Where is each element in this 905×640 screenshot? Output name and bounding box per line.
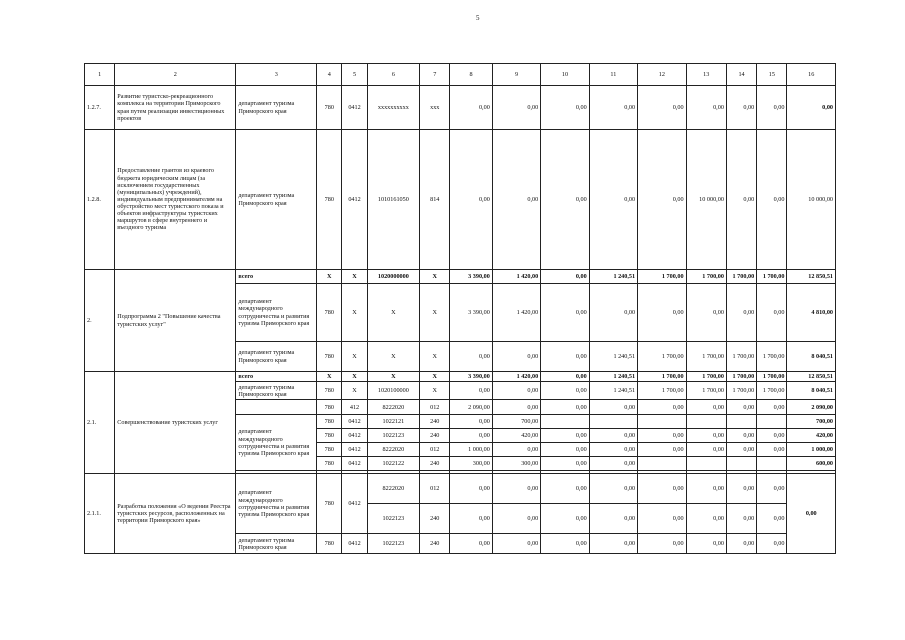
table-cell: X: [342, 372, 367, 382]
value-cell: 0,00: [450, 474, 492, 504]
value-cell: 0,00: [450, 429, 492, 443]
table-cell: 0412: [342, 534, 367, 554]
value-cell: 0,00: [589, 86, 637, 130]
table-cell: X: [367, 342, 419, 372]
value-cell: 0,00: [589, 457, 637, 471]
table-cell: 780: [317, 130, 342, 270]
value-cell: 300,00: [492, 457, 540, 471]
value-cell: 0,00: [450, 382, 492, 400]
value-cell: 0,00: [492, 382, 540, 400]
table-cell: 240: [420, 415, 450, 429]
value-cell: 3 390,00: [450, 284, 492, 342]
value-cell: 0,00: [450, 504, 492, 534]
value-cell: [686, 457, 726, 471]
page-number: 5: [476, 14, 480, 22]
value-cell: 420,00: [492, 429, 540, 443]
value-cell: 0,00: [686, 429, 726, 443]
value-cell: 0,00: [757, 474, 787, 504]
row-number: 2.1.: [85, 372, 115, 474]
column-header: 9: [492, 64, 540, 86]
row-name: Предоставление грантов из краевого бюджета юридическим лицам (за исключением государственных (муниципальных) учреждений), индивидуальным предпринимателям на обустройство мест туристского показа и объектов инфраструктуры туристских маршрутов в сфере внутреннего и въездного туризма: [115, 130, 236, 270]
value-cell: 0,00: [589, 534, 637, 554]
value-cell: 0,00: [686, 86, 726, 130]
row-name: Подпрограмма 2 "Повышение качества туристских услуг": [115, 270, 236, 372]
row-org: департамент туризма Приморского края: [236, 86, 317, 130]
row-name: Развитие туристско-рекреационного комплекса на территории Приморского края путем реализации инвестиционных проектов: [115, 86, 236, 130]
row-number: 2.1.1.: [85, 474, 115, 554]
table-cell: 8222020: [367, 400, 419, 415]
row-number: 2.: [85, 270, 115, 372]
column-header: 4: [317, 64, 342, 86]
value-cell: 600,00: [787, 457, 836, 471]
table-cell: 780: [317, 443, 342, 457]
value-cell: 1 420,00: [492, 284, 540, 342]
value-cell: [686, 415, 726, 429]
table-cell: X: [420, 382, 450, 400]
value-cell: 0,00: [492, 342, 540, 372]
value-cell: 0,00: [726, 443, 756, 457]
value-cell: 1 700,00: [726, 372, 756, 382]
table-cell: X: [317, 270, 342, 284]
value-cell: [757, 457, 787, 471]
table-cell: 780: [317, 534, 342, 554]
table-cell: 780: [317, 382, 342, 400]
table-cell: X: [420, 372, 450, 382]
value-cell: 0,00: [638, 284, 686, 342]
table-cell: X: [342, 342, 367, 372]
table-cell: 012: [420, 400, 450, 415]
value-cell: 0,00: [492, 400, 540, 415]
value-cell: 1 700,00: [686, 342, 726, 372]
value-cell: 1 700,00: [638, 342, 686, 372]
table-cell: X: [420, 270, 450, 284]
row-name: Разработка положения «О ведении Реестра туристских ресурсов, расположенных на территории Приморского края»: [115, 474, 236, 554]
row-org: департамент международного сотрудничества и развития туризма Приморского края: [236, 284, 317, 342]
value-cell: [541, 415, 589, 429]
value-cell: 0,00: [450, 342, 492, 372]
value-cell: 0,00: [450, 130, 492, 270]
value-cell: 0,00: [589, 400, 637, 415]
value-cell: 0,00: [541, 504, 589, 534]
value-cell: 1 700,00: [638, 382, 686, 400]
value-cell: 0,00: [638, 504, 686, 534]
value-cell: 0,00: [492, 86, 540, 130]
value-cell: 0,00: [726, 429, 756, 443]
value-cell: 0,00: [541, 86, 589, 130]
value-cell: 0,00: [757, 429, 787, 443]
value-cell: 1 240,51: [589, 270, 637, 284]
value-cell: 0,00: [589, 429, 637, 443]
value-cell: 1 700,00: [638, 372, 686, 382]
value-cell: 0,00: [589, 130, 637, 270]
budget-table: [84, 63, 836, 554]
column-header: 3: [236, 64, 317, 86]
row-org: департамент туризма Приморского края: [236, 342, 317, 372]
value-cell: 0,00: [589, 284, 637, 342]
value-cell: 0,00: [757, 504, 787, 534]
value-cell: [726, 457, 756, 471]
value-cell: 1 700,00: [757, 270, 787, 284]
table-cell: 780: [317, 342, 342, 372]
table-cell: X: [317, 372, 342, 382]
value-cell: 0,00: [638, 474, 686, 504]
table-cell: xxx: [420, 86, 450, 130]
value-cell: 420,00: [787, 429, 836, 443]
table-cell: 8222020: [367, 443, 419, 457]
value-cell: 300,00: [450, 457, 492, 471]
row-name: Совершенствование туристских услуг: [115, 372, 236, 474]
row-number: 1.2.8.: [85, 130, 115, 270]
value-cell: 0,00: [589, 504, 637, 534]
value-cell: 0,00: [757, 86, 787, 130]
table-cell: 012: [420, 474, 450, 504]
value-cell: 1 700,00: [726, 342, 756, 372]
value-cell: 1 240,51: [589, 372, 637, 382]
value-cell: 0,00: [787, 474, 836, 554]
value-cell: 1 420,00: [492, 372, 540, 382]
value-cell: 0,00: [492, 534, 540, 554]
column-header: 16: [787, 64, 836, 86]
value-cell: 1 700,00: [686, 270, 726, 284]
row-org: департамент туризма Приморского края: [236, 382, 317, 400]
value-cell: 0,00: [726, 534, 756, 554]
value-cell: 1 700,00: [757, 372, 787, 382]
value-cell: 10 000,00: [686, 130, 726, 270]
value-cell: 0,00: [726, 474, 756, 504]
table-cell: 0412: [342, 443, 367, 457]
value-cell: 0,00: [450, 534, 492, 554]
row-org: департамент туризма Приморского края: [236, 130, 317, 270]
value-cell: 0,00: [541, 130, 589, 270]
value-cell: 1 240,51: [589, 342, 637, 372]
value-cell: [638, 457, 686, 471]
table-cell: 780: [317, 415, 342, 429]
value-cell: 0,00: [686, 400, 726, 415]
value-cell: 0,00: [638, 534, 686, 554]
value-cell: 0,00: [638, 429, 686, 443]
value-cell: 1 700,00: [757, 342, 787, 372]
table-cell: 240: [420, 534, 450, 554]
row-org: всего: [236, 270, 317, 284]
table-cell: X: [342, 382, 367, 400]
row-org: департамент туризма Приморского края: [236, 534, 317, 554]
table-cell: 1020000000: [367, 270, 419, 284]
column-header: 8: [450, 64, 492, 86]
column-header: 5: [342, 64, 367, 86]
value-cell: 1 240,51: [589, 382, 637, 400]
value-cell: [638, 415, 686, 429]
table-cell: 0412: [342, 415, 367, 429]
value-cell: 0,00: [686, 504, 726, 534]
table-cell: 240: [420, 504, 450, 534]
value-cell: 0,00: [492, 443, 540, 457]
value-cell: 12 850,51: [787, 372, 836, 382]
value-cell: 0,00: [686, 443, 726, 457]
value-cell: 0,00: [726, 400, 756, 415]
table-cell: 0412: [342, 130, 367, 270]
table-cell: 0412: [342, 457, 367, 471]
table-row: [85, 270, 836, 284]
value-cell: 12 850,51: [787, 270, 836, 284]
table-row: [85, 372, 836, 382]
value-cell: 0,00: [726, 86, 756, 130]
table-cell: X: [367, 284, 419, 342]
column-header: 12: [638, 64, 686, 86]
value-cell: 0,00: [589, 443, 637, 457]
table-cell: 1022123: [367, 429, 419, 443]
table-cell: 240: [420, 429, 450, 443]
table-cell: 780: [317, 429, 342, 443]
table-cell: 240: [420, 457, 450, 471]
table-cell: 012: [420, 443, 450, 457]
row-org: департамент международного сотрудничества и развития туризма Приморского края: [236, 415, 317, 471]
column-header: 7: [420, 64, 450, 86]
value-cell: 1 700,00: [686, 372, 726, 382]
value-cell: 0,00: [638, 400, 686, 415]
table-cell: 780: [317, 400, 342, 415]
table-cell: X: [342, 270, 367, 284]
value-cell: 0,00: [686, 284, 726, 342]
value-cell: 0,00: [757, 130, 787, 270]
value-cell: 0,00: [541, 534, 589, 554]
value-cell: 0,00: [726, 504, 756, 534]
table-cell: 780: [317, 284, 342, 342]
value-cell: 0,00: [638, 130, 686, 270]
value-cell: 1 700,00: [726, 270, 756, 284]
value-cell: 0,00: [757, 534, 787, 554]
column-header: 10: [541, 64, 589, 86]
value-cell: 2 090,00: [787, 400, 836, 415]
column-header: 14: [726, 64, 756, 86]
row-number: 1.2.7.: [85, 86, 115, 130]
value-cell: 0,00: [492, 504, 540, 534]
value-cell: 0,00: [492, 130, 540, 270]
value-cell: 1 700,00: [726, 382, 756, 400]
value-cell: 8 040,51: [787, 342, 836, 372]
value-cell: 1 700,00: [686, 382, 726, 400]
value-cell: 0,00: [450, 415, 492, 429]
value-cell: 3 390,00: [450, 270, 492, 284]
table-cell: 780: [317, 86, 342, 130]
table-row: [85, 474, 836, 504]
table-cell: X: [342, 284, 367, 342]
value-cell: 1 000,00: [787, 443, 836, 457]
table-cell: 1022123: [367, 534, 419, 554]
value-cell: 0,00: [787, 86, 836, 130]
column-header: 13: [686, 64, 726, 86]
value-cell: 10 000,00: [787, 130, 836, 270]
table-cell: 0412: [342, 86, 367, 130]
table-cell: X: [420, 342, 450, 372]
table-cell: 1010161050: [367, 130, 419, 270]
table-row: [85, 130, 836, 270]
value-cell: 0,00: [541, 342, 589, 372]
row-org-empty: [236, 400, 317, 415]
column-header: 1: [85, 64, 115, 86]
row-org: департамент международного сотрудничества и развития туризма Приморского края: [236, 474, 317, 534]
value-cell: 0,00: [757, 443, 787, 457]
value-cell: 0,00: [541, 400, 589, 415]
value-cell: 1 700,00: [638, 270, 686, 284]
value-cell: 0,00: [638, 443, 686, 457]
value-cell: 700,00: [787, 415, 836, 429]
table-cell: 1022121: [367, 415, 419, 429]
value-cell: 3 390,00: [450, 372, 492, 382]
table-cell: 0412: [342, 474, 367, 534]
value-cell: 2 090,00: [450, 400, 492, 415]
value-cell: [726, 415, 756, 429]
table-cell: 1022122: [367, 457, 419, 471]
value-cell: 0,00: [541, 372, 589, 382]
table-row: [85, 64, 836, 86]
table-cell: 814: [420, 130, 450, 270]
value-cell: 0,00: [757, 284, 787, 342]
value-cell: 0,00: [686, 474, 726, 504]
value-cell: 0,00: [541, 270, 589, 284]
value-cell: 1 700,00: [757, 382, 787, 400]
table-cell: 0412: [342, 429, 367, 443]
column-header: 2: [115, 64, 236, 86]
table-cell: 1020100000: [367, 382, 419, 400]
table-cell: 1022123: [367, 504, 419, 534]
table-cell: xxxxxxxxxx: [367, 86, 419, 130]
value-cell: 0,00: [757, 400, 787, 415]
row-org: всего: [236, 372, 317, 382]
value-cell: 0,00: [726, 284, 756, 342]
table-cell: 780: [317, 474, 342, 534]
value-cell: 0,00: [541, 284, 589, 342]
table-cell: 8222020: [367, 474, 419, 504]
value-cell: [757, 415, 787, 429]
value-cell: [589, 415, 637, 429]
value-cell: 1 420,00: [492, 270, 540, 284]
table-cell: X: [420, 284, 450, 342]
value-cell: 0,00: [541, 443, 589, 457]
table-row: [85, 86, 836, 130]
value-cell: 0,00: [589, 474, 637, 504]
value-cell: 0,00: [726, 130, 756, 270]
column-header: 15: [757, 64, 787, 86]
value-cell: 1 000,00: [450, 443, 492, 457]
value-cell: 0,00: [541, 429, 589, 443]
table-cell: X: [367, 372, 419, 382]
value-cell: 0,00: [541, 382, 589, 400]
value-cell: 4 810,00: [787, 284, 836, 342]
value-cell: 0,00: [541, 474, 589, 504]
value-cell: 700,00: [492, 415, 540, 429]
column-header: 11: [589, 64, 637, 86]
value-cell: 0,00: [450, 86, 492, 130]
column-header: 6: [367, 64, 419, 86]
value-cell: 0,00: [686, 534, 726, 554]
value-cell: 8 040,51: [787, 382, 836, 400]
table-cell: 412: [342, 400, 367, 415]
value-cell: 0,00: [492, 474, 540, 504]
table-cell: 780: [317, 457, 342, 471]
value-cell: 0,00: [541, 457, 589, 471]
value-cell: 0,00: [638, 86, 686, 130]
